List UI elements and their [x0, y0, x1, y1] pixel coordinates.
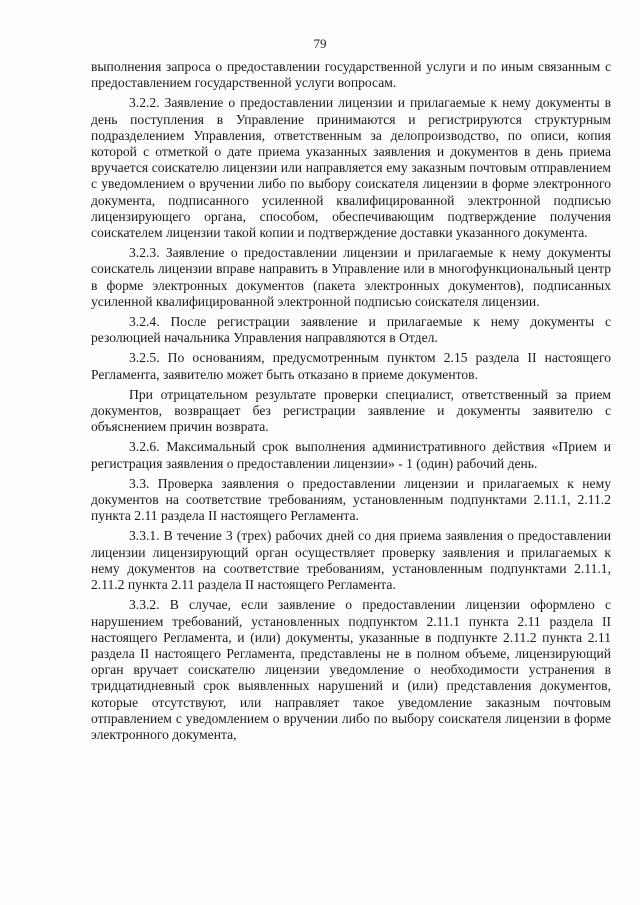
- paragraph-3-3: 3.3. Проверка заявления о предоставлении лицензии и прилагаемых к нему документов на соответствие требованиям, установленным подпунктами 2.11.1, 2.11.2 пункта 2.11 раздела II настоящего Регламента.: [91, 475, 611, 524]
- paragraph-3-3-2: 3.3.2. В случае, если заявление о предоставлении лицензии оформлено с нарушением требований, установленных подпунктом 2.11.1 пункта 2.11 раздела II настоящего Регламента, и (или) документы, указанные в подпункте 2.11.2 пункта 2.11 раздела II настоящего Регламента, представлены не в полном объеме, лицензирующий орган вручает соискателю лицензии уведомление о необходимости устранения в тридцатидневный срок выявленных нарушений и (или) представления документов, которые отсутствуют, или направляет такое уведомление заказным почтовым отправлением с уведомлением о вручении либо по выбору соискателя лицензии в форме электронного документа,: [91, 597, 611, 742]
- paragraph-3-2-3: 3.2.3. Заявление о предоставлении лицензии и прилагаемые к нему документы соискатель лицензии вправе направить в Управление или в многофункциональный центр в форме электронных документов (пакета электронных документов), подписанных усиленной квалифицированной электронной подписью соискателя лицензии.: [91, 245, 611, 309]
- paragraph-3-2-2: 3.2.2. Заявление о предоставлении лицензии и прилагаемые к нему документы в день поступления в Управление принимаются и регистрируются структурным подразделением Управления, ответственным за делопроизводство, по описи, копия которой с отметкой о дате приема указанных заявления и документов в день приема вручается соискателю лицензии или направляется ему заказным почтовым отправлением с уведомлением о вручении либо по выбору соискателя лицензии в форме электронного документа, подписанного усиленной квалифицированной электронной подписью лицензирующего органа, способом, обеспечивающим подтверждение получения соискателем лицензии такой копии и подтверждение доставки указанного документа.: [91, 95, 611, 241]
- page-number: 79: [313, 36, 327, 51]
- document-body: [91, 59, 611, 747]
- paragraph-3-2-5: 3.2.5. По основаниям, предусмотренным пунктом 2.15 раздела II настоящего Регламента, заявителю может быть отказано в приеме документов.: [91, 350, 611, 382]
- paragraph-3-2-5-negative: При отрицательном результате проверки специалист, ответственный за прием документов, возвращает без регистрации заявление и документы заявителю с объяснением причин возврата.: [91, 386, 611, 435]
- paragraph-continuation: выполнения запроса о предоставлении государственной услуги и по иным связанным с предоставлением государственной услуги вопросам.: [91, 59, 611, 91]
- paragraph-3-3-1: 3.3.1. В течение 3 (трех) рабочих дней со дня приема заявления о предоставлении лицензии лицензирующий орган осуществляет проверку заявления и прилагаемых к нему документов на соответствие требованиям, установленным подпунктами 2.11.1, 2.11.2 пункта 2.11 раздела II настоящего Регламента.: [91, 528, 611, 593]
- paragraph-3-2-6: 3.2.6. Максимальный срок выполнения административного действия «Прием и регистрация заявления о предоставлении лицензии» - 1 (один) рабочий день.: [91, 439, 611, 471]
- paragraph-3-2-4: 3.2.4. После регистрации заявление и прилагаемые к нему документы с резолюцией начальника Управления направляются в Отдел.: [91, 314, 611, 346]
